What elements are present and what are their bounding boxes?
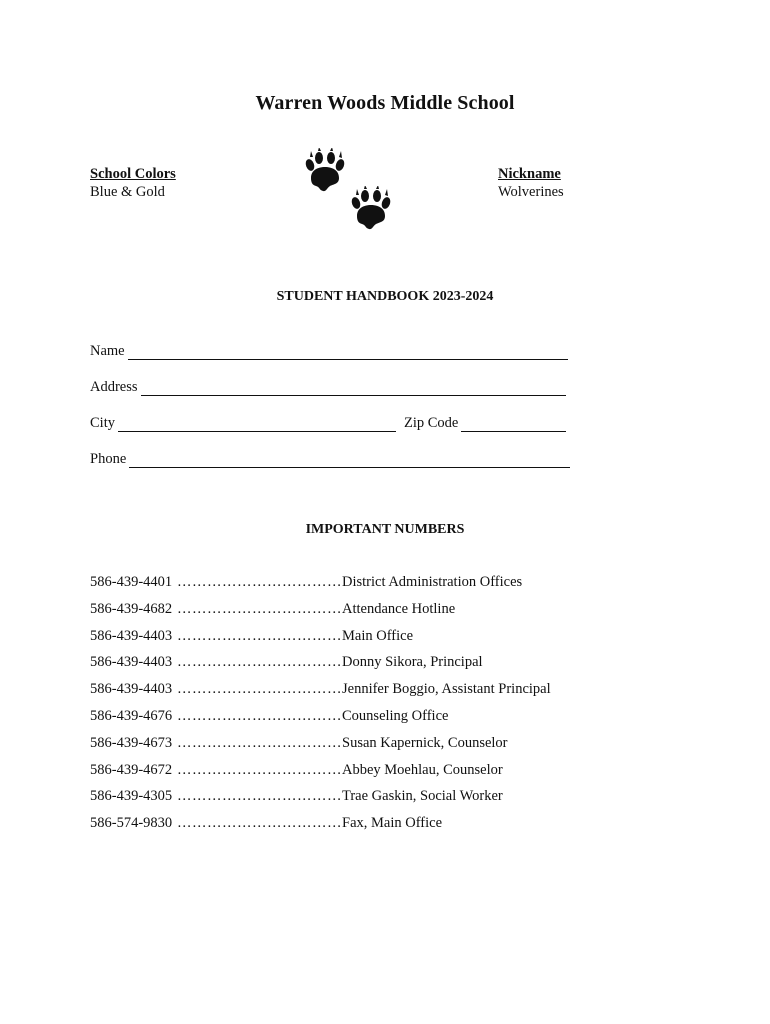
paw-print-icon: [347, 186, 395, 234]
contact-description: Abbey Moehlau, Counselor: [342, 761, 503, 778]
nickname-label: Nickname: [498, 166, 561, 182]
phone-number: 586-439-4403: [90, 654, 173, 671]
name-field: [90, 343, 568, 360]
address-label: Address: [90, 379, 138, 395]
dot-leader: ……………………………: [177, 681, 342, 698]
list-item: [90, 574, 690, 601]
dot-leader: ……………………………: [177, 574, 342, 590]
contact-description: District Administration Offices: [342, 574, 523, 590]
list-item: [90, 735, 690, 762]
contact-description: Susan Kapernick, Counselor: [342, 734, 508, 751]
contact-description: Donny Sikora, Principal: [342, 654, 483, 671]
school-colors-block: [90, 165, 176, 201]
contact-description: Attendance Hotline: [342, 600, 456, 617]
dot-leader: ……………………………: [177, 815, 342, 832]
phone-number: 586-439-4673: [90, 734, 173, 751]
dot-leader: ……………………………: [177, 761, 342, 778]
list-item: [90, 762, 690, 789]
contact-description: Main Office: [342, 627, 413, 644]
list-item: [90, 788, 690, 815]
list-item: [90, 681, 690, 708]
list-item: [90, 654, 690, 681]
phone-number: 586-439-4403: [90, 627, 173, 644]
name-line: [128, 345, 568, 360]
zip-line: [461, 417, 566, 432]
city-line: [118, 417, 396, 432]
phone-number: 586-439-4401: [90, 574, 173, 590]
city-label: City: [90, 415, 115, 431]
phone-field: [90, 451, 570, 468]
name-label: Name: [90, 343, 125, 359]
school-colors-value: Blue & Gold: [90, 184, 165, 200]
list-item: [90, 628, 690, 655]
phone-number: 586-574-9830: [90, 815, 173, 832]
list-item: [90, 601, 690, 628]
dot-leader: ……………………………: [177, 788, 342, 805]
phone-number: 586-439-4672: [90, 761, 173, 778]
nickname-value: Wolverines: [498, 184, 564, 200]
dot-leader: ……………………………: [177, 627, 342, 644]
dot-leader: ……………………………: [177, 707, 342, 724]
address-field: [90, 379, 566, 396]
contact-description: Trae Gaskin, Social Worker: [342, 788, 503, 805]
zip-label: Zip Code: [403, 415, 459, 431]
dot-leader: ……………………………: [177, 734, 342, 751]
phone-label: Phone: [90, 451, 127, 467]
school-colors-label: School Colors: [90, 166, 176, 182]
phone-number: 586-439-4403: [90, 681, 173, 698]
dot-leader: ……………………………: [177, 654, 342, 671]
contact-description: Jennifer Boggio, Assistant Principal: [342, 681, 551, 698]
contact-description: Fax, Main Office: [342, 815, 442, 832]
important-numbers-heading: IMPORTANT NUMBERS: [305, 522, 465, 537]
phone-number: 586-439-4676: [90, 707, 173, 724]
handbook-title: STUDENT HANDBOOK 2023-2024: [276, 289, 494, 304]
dot-leader: ……………………………: [177, 600, 342, 617]
phone-number: 586-439-4682: [90, 600, 173, 617]
phone-number: 586-439-4305: [90, 788, 173, 805]
phone-line: [129, 453, 570, 468]
city-zip-field: [90, 415, 566, 432]
list-item: [90, 815, 690, 842]
address-line: [141, 381, 566, 396]
list-item: [90, 708, 690, 735]
contact-description: Counseling Office: [342, 707, 449, 724]
paw-print-icon: [301, 148, 349, 196]
important-numbers-list: [90, 574, 690, 842]
nickname-block: [498, 165, 564, 201]
page-title: Warren Woods Middle School: [255, 92, 515, 114]
